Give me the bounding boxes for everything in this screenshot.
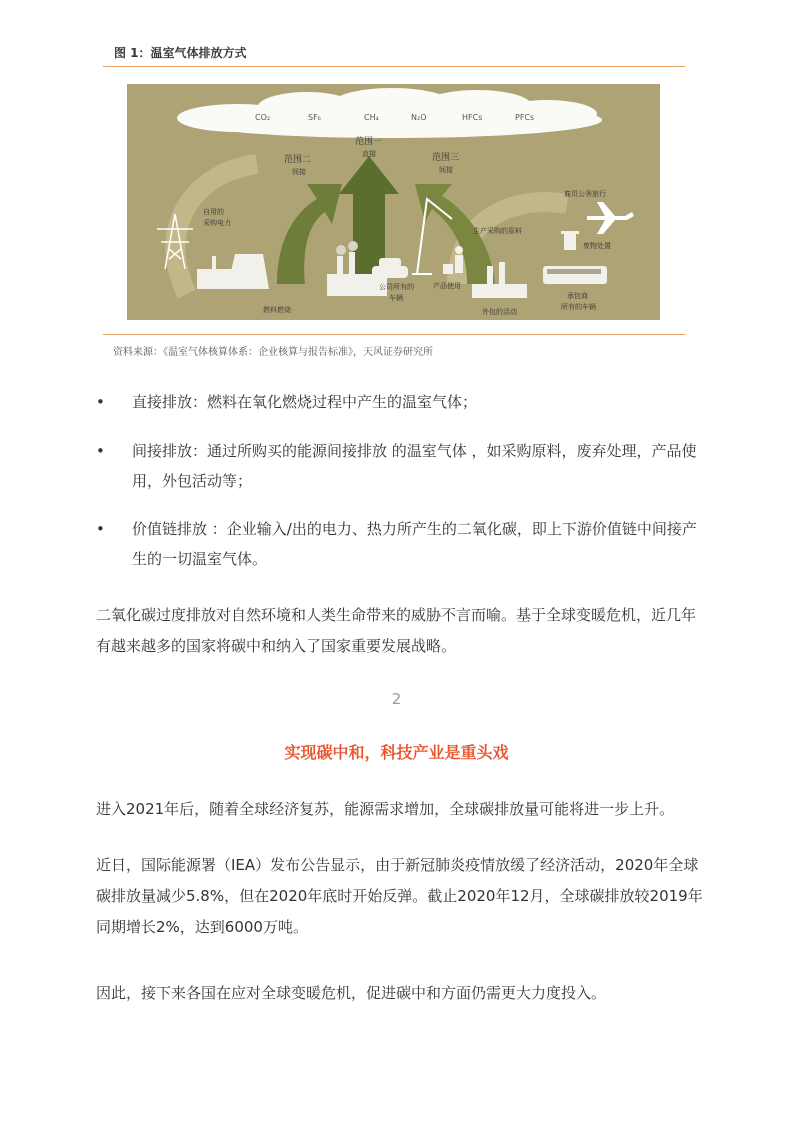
scope-2-subtitle: 间接 xyxy=(292,168,306,176)
gas-label: HFCs xyxy=(462,113,483,122)
scope-3-subtitle: 间接 xyxy=(439,166,453,174)
label-purchased-power: 自用的 xyxy=(203,208,224,216)
bullet-text: 直接排放：燃料在氧化燃烧过程中产生的温室气体； xyxy=(132,393,478,411)
bullet-item xyxy=(96,436,706,496)
bus-icon xyxy=(543,266,607,284)
figure-bottom-rule xyxy=(103,334,685,335)
paragraph: 二氧化碳过度排放对自然环境和人类生命带来的威胁不言而喻。基于全球变暖危机，近几年有越来越多的国家将碳中和纳入了国家重要发展战略。 xyxy=(96,606,697,655)
gas-label: CH₄ xyxy=(364,113,379,122)
gas-label: CO₂ xyxy=(255,113,271,122)
gas-label: PFCs xyxy=(515,113,535,122)
scope-1-arrow xyxy=(339,156,399,274)
scope-1-title: 范围一 xyxy=(355,137,383,147)
scope-3-title: 范围三 xyxy=(432,153,460,163)
figure-source: 资料来源：《温室气体核算体系：企业核算与报告标准》，天风证券研究所 xyxy=(113,347,433,358)
bullet-item xyxy=(96,387,706,417)
gas-cloud xyxy=(177,88,602,138)
gas-label: N₂O xyxy=(411,113,427,122)
label-company-vehicles: 车辆 xyxy=(389,294,403,302)
label-product-use: 产品使用 xyxy=(433,282,461,290)
label-contractor-vehicles: 所有的车辆 xyxy=(561,303,596,311)
bullet-item xyxy=(96,514,706,574)
bullet-dot: • xyxy=(96,442,105,460)
emissions-diagram xyxy=(127,84,660,320)
label-waste: 废物处置 xyxy=(583,242,611,250)
scope-2-arrow xyxy=(277,184,342,284)
label-company-vehicles: 公司所有的 xyxy=(379,283,414,291)
label-contractor-vehicles: 承包商 xyxy=(567,292,588,300)
paragraph: 进入2021年后，随着全球经济复苏，能源需求增加，全球碳排放量可能将进一步上升。 xyxy=(96,800,675,818)
paragraph: 近日，国际能源署（IEA）发布公告显示，由于新冠肺炎疫情放缓了经济活动，2020年全球碳排放量减少5.8%，但在2020年底时开始反弹。截止2020年12月，全球碳排放较2019年同期增长2%，达到6000万吨。 xyxy=(96,856,703,936)
label-fuel-combustion: 燃料燃烧 xyxy=(263,306,291,314)
label-outsourced: 外包的活动 xyxy=(482,308,517,316)
figure-top-rule xyxy=(103,66,685,67)
airplane-icon xyxy=(587,202,634,234)
label-purchased-power: 采购电力 xyxy=(203,219,231,227)
label-raw-materials: 生产采购的原料 xyxy=(473,227,522,235)
bullet-dot: • xyxy=(96,520,105,538)
bullet-text: 间接排放：通过所购买的能源间接排放 的温室气体 ，如采购原料，废弃处理，产品使用，外包活动等； xyxy=(132,442,697,490)
gas-label: SF₆ xyxy=(308,113,321,122)
label-business-travel: 雇员公务旅行 xyxy=(564,190,606,198)
power-plant-icon xyxy=(197,254,269,289)
figure-title: 图 1：温室气体排放方式 xyxy=(114,46,247,60)
page-number: 2 xyxy=(391,690,402,708)
scope-1-subtitle: 直接 xyxy=(362,150,376,158)
section-heading: 实现碳中和，科技产业是重头戏 xyxy=(284,743,509,762)
bullet-text: 价值链排放 ：企业输入/出的电力、热力所产生的二氧化碳，即上下游价值链中间接产生的一切温室气体。 xyxy=(132,520,697,568)
waste-bin-icon xyxy=(561,231,579,250)
bullet-dot: • xyxy=(96,393,105,411)
paragraph: 因此，接下来各国在应对全球变暖危机，促进碳中和方面仍需更大力度投入。 xyxy=(96,984,607,1002)
scope-2-title: 范围二 xyxy=(284,155,312,165)
emissions-figure xyxy=(127,84,660,320)
